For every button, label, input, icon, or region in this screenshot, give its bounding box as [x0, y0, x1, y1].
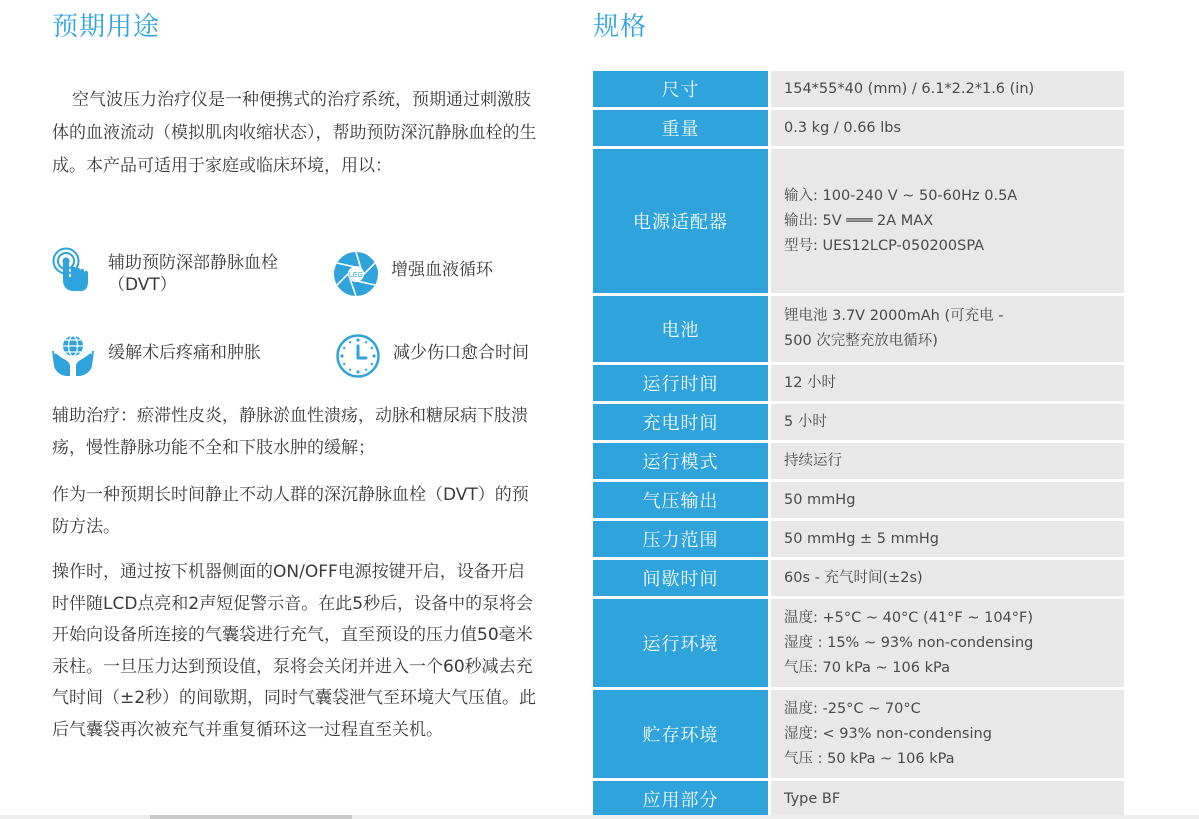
- feature-dvt: [50, 247, 308, 296]
- feature-dvt-label: 辅助预防深部静脉血栓（DVT）: [108, 253, 278, 295]
- adjunct-therapy-paragraph: 辅助治疗：瘀滞性皮炎，静脉淤血性溃疡，动脉和糖尿病下肢溃疡，慢性静脉功能不全和下肢水肿的缓解；: [52, 406, 528, 458]
- spec-label: 重量: [593, 110, 768, 146]
- spec-value-line: 50 mmHg: [784, 491, 856, 508]
- spec-value-line: 持续运行: [784, 452, 842, 469]
- spec-value-line: 500 次完整充放电循环): [784, 333, 938, 349]
- specifications-heading: 规格: [593, 12, 648, 42]
- spec-row-battery: [593, 296, 1124, 362]
- spec-row-size: [593, 71, 1124, 107]
- spec-label: 电池: [593, 296, 768, 362]
- spec-value-line: 60s - 充气时间(±2s): [784, 569, 923, 586]
- dvt-prevention-paragraph: 作为一种预期长时间静止不动人群的深沉静脉血栓（DVT）的预防方法。: [52, 485, 529, 537]
- spec-value: [771, 110, 1124, 146]
- scrollbar-thumb[interactable]: [150, 815, 352, 819]
- spec-value-line: 50 mmHg ± 5 mmHg: [784, 530, 939, 547]
- horizontal-scrollbar[interactable]: [0, 815, 1199, 819]
- spec-value: [771, 521, 1124, 557]
- spec-value-line: 12 小时: [784, 374, 837, 391]
- feature-circulation: [333, 251, 493, 297]
- spec-label: 贮存环境: [593, 690, 768, 778]
- intended-use-heading: 预期用途: [52, 12, 161, 42]
- operation-paragraph: 操作时，通过按下机器侧面的ON/OFF电源按键开启，设备开启时伴随LCD点亮和2声短促警示音。在此5秒后，设备中的泵将会开始向设备所连接的气囊袋进行充气，直至预设的压力值50毫米汞柱。一旦压力达到预设值，泵将会关闭并进入一个60秒减去充气时间（±2秒）的间歇期，同时气囊袋泄气至环境大气压值。此后气囊袋再次被充气并重复循环这一过程直至关机。: [52, 562, 537, 740]
- spec-row-pressure-range: [593, 521, 1124, 557]
- feature-pain-relief-label: 缓解术后疼痛和肿胀: [108, 343, 261, 363]
- spec-value-line: 气压: 70 kPa ~ 106 kPa: [784, 659, 950, 676]
- spec-label: 气压输出: [593, 482, 768, 518]
- spec-value: [771, 149, 1124, 293]
- spec-label: 尺寸: [593, 71, 768, 107]
- spec-value: [771, 443, 1124, 479]
- spec-value: [771, 365, 1124, 401]
- spec-value-line: 温度: +5°C ~ 40°C (41°F ~ 104°F): [784, 609, 1034, 626]
- feature-pain-relief: [50, 333, 261, 379]
- spec-label: 运行环境: [593, 599, 768, 687]
- feature-healing-label: 减少伤口愈合时间: [393, 343, 529, 363]
- spec-label: 压力范围: [593, 521, 768, 557]
- spec-label: 间歇时间: [593, 560, 768, 596]
- spec-value: [771, 599, 1124, 687]
- spec-label: 应用部分: [593, 781, 768, 817]
- spec-label: 运行时间: [593, 365, 768, 401]
- hands-globe-icon: [50, 333, 96, 379]
- spec-value: [771, 482, 1124, 518]
- feature-circulation-label: 增强血液循环: [391, 260, 493, 280]
- spec-row-applied-part: [593, 781, 1124, 817]
- feature-healing: [335, 333, 529, 379]
- leg-aperture-icon: [333, 251, 379, 297]
- spec-row-run-time: [593, 365, 1124, 401]
- spec-value-line: 湿度 : 15% ~ 93% non-condensing: [784, 634, 1034, 651]
- spec-value-line: 锂电池 3.7V 2000mAh (可充电 -: [784, 308, 1004, 324]
- spec-value-line: 5 小时: [784, 413, 827, 430]
- spec-table: [593, 71, 1124, 819]
- leg-icon-text: LEG: [348, 272, 364, 279]
- spec-value: [771, 296, 1124, 362]
- spec-label: 运行模式: [593, 443, 768, 479]
- spec-value: [771, 560, 1124, 596]
- intro-paragraph: 空气波压力治疗仪是一种便携式的治疗系统，预期通过刺激肢体的血液流动（模拟肌肉收缩状态），帮助预防深沉静脉血栓的生成。本产品可适用于家庭或临床环境，用以：: [52, 90, 537, 176]
- spec-row-operating-env: [593, 599, 1124, 687]
- spec-row-run-mode: [593, 443, 1124, 479]
- spec-value-line: 湿度: < 93% non-condensing: [784, 725, 992, 742]
- spec-value: [771, 404, 1124, 440]
- spec-value-line: 输入: 100-240 V ~ 50-60Hz 0.5A: [784, 187, 1018, 204]
- spec-value-line: 温度: -25°C ~ 70°C: [784, 700, 921, 717]
- clock-icon: [335, 333, 381, 379]
- spec-value-line: 气压 : 50 kPa ~ 106 kPa: [784, 750, 955, 767]
- spec-value-line: 输出: 5V ═══ 2A MAX: [784, 212, 934, 229]
- spec-value: [771, 71, 1124, 107]
- spec-value-line: 0.3 kg / 0.66 lbs: [784, 119, 902, 136]
- spec-row-interval: [593, 560, 1124, 596]
- spec-value: [771, 690, 1124, 778]
- spec-value: [771, 781, 1124, 817]
- touch-hand-icon: [50, 247, 96, 293]
- spec-label: 电源适配器: [593, 149, 768, 293]
- spec-value-line: Type BF: [784, 790, 841, 807]
- spec-row-storage-env: [593, 690, 1124, 778]
- spec-row-weight: [593, 110, 1124, 146]
- spec-value-line: 154*55*40 (mm) / 6.1*2.2*1.6 (in): [784, 80, 1035, 97]
- spec-row-adapter: [593, 149, 1124, 293]
- spec-row-charge-time: [593, 404, 1124, 440]
- spec-row-pressure-output: [593, 482, 1124, 518]
- spec-value-line: 型号: UES12LCP-050200SPA: [784, 237, 985, 254]
- spec-label: 充电时间: [593, 404, 768, 440]
